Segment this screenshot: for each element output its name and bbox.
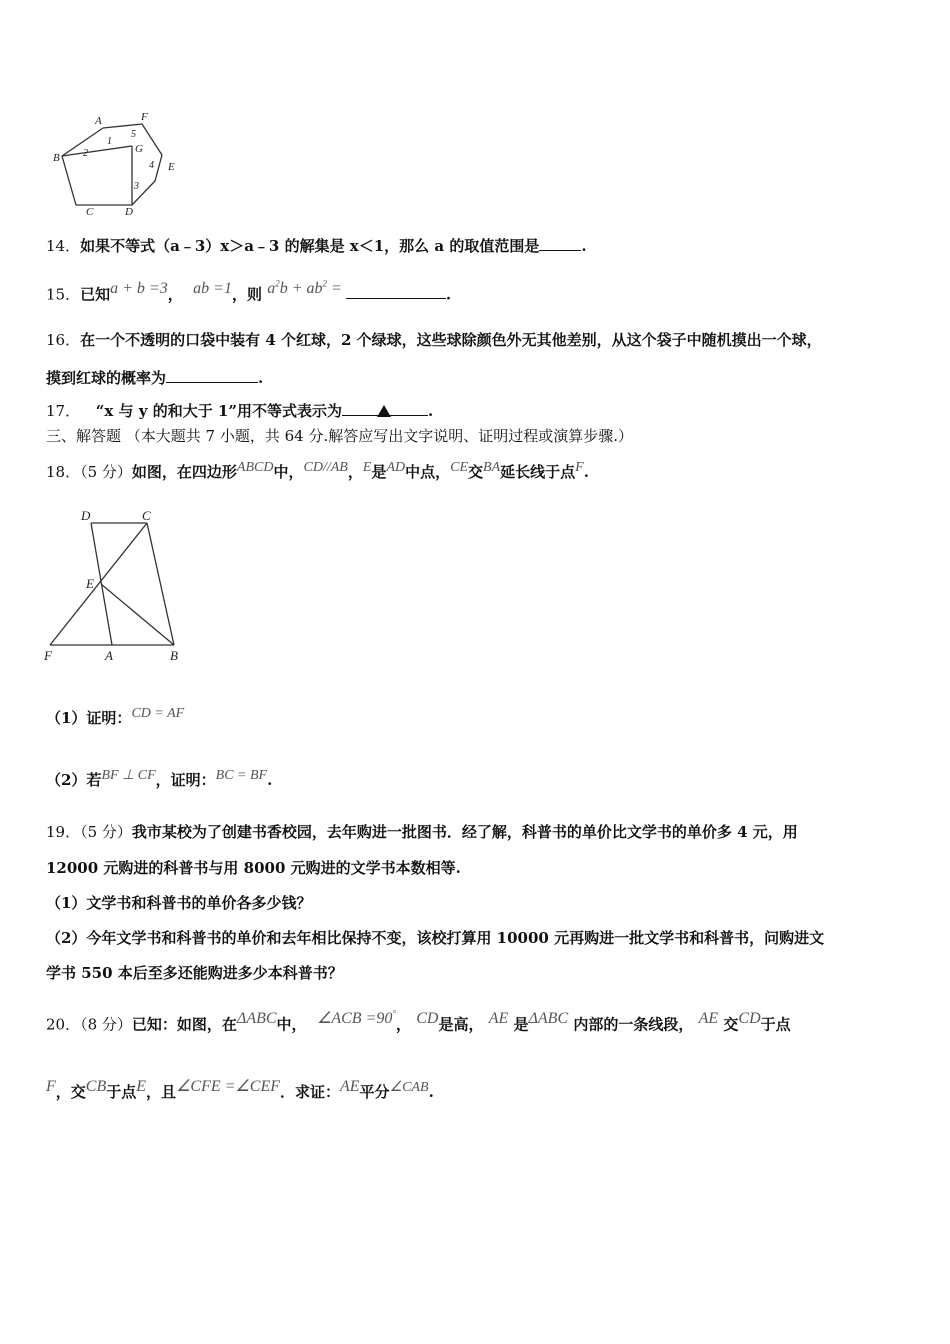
polygon-outline [62,124,162,205]
question-text: 摸到红球的概率为 [46,369,167,387]
math-expression: a + b =3 [110,280,168,298]
figure-polygon-angles [52,108,187,220]
question-19-line1 [46,822,798,842]
question-text: ，且 [146,1083,177,1101]
question-number: 16． [46,331,81,349]
question-text: 中， [276,1015,307,1034]
question-text: 是 [513,1015,529,1034]
label-A: A [95,115,102,127]
figure-trapezoid [40,505,190,665]
math-expression: ab =1 [193,280,232,298]
question-18 [46,462,589,484]
question-text: ， [395,1015,411,1034]
question-text: ，则 [231,285,262,304]
question-score: （5 分） [80,463,132,481]
period: . [445,285,452,304]
question-text: 是高， [438,1015,484,1034]
math-expression: ∠CAB [389,1080,429,1095]
period: . [428,1083,434,1101]
segment-BG [62,146,132,156]
question-16-line1 [46,330,822,350]
angle-label-1: 1 [107,136,112,147]
math-expression: CD [738,1010,761,1028]
question-19-part-2-line1 [46,928,824,948]
question-text: “x 与 y 的和大于 1”用不等式表示为 [95,402,343,420]
period: . [428,402,434,420]
question-text: （1）文学书和科普书的单价各多少钱？ [46,894,312,912]
question-15 [46,280,451,305]
period: . [258,369,264,387]
math-expression: $a^2b + ab^2$ = [267,279,346,298]
math-expression: CE [450,460,469,475]
label-C: C [142,508,151,523]
question-text: 我市某校为了创建书香校园，去年购进一批图书．经了解，科普书的单价比文学书的单价多 4 元，用 [131,823,798,841]
question-text: 如图，在四边形 [131,463,237,481]
label-A: A [105,648,113,663]
question-text: ，交 [55,1083,86,1101]
question-text: 交 [468,463,484,481]
question-text: 延长线于点 [500,463,576,481]
math-expression: ABCD [236,460,274,475]
math-expression: CB [85,1078,107,1095]
question-18-part-1 [46,708,184,730]
comma: ， [167,285,183,304]
math-expression: ∠CFE =∠CEF [176,1078,280,1095]
question-text: ．求证： [279,1083,340,1101]
question-text: 如果不等式（a﹣3）x＞a﹣3 的解集是 x＜1，那么 a 的取值范围是 [80,237,540,255]
math-expression: BA [483,460,501,475]
part-label: （1）证明： [46,709,132,727]
question-text: 中， [273,463,304,481]
math-expression: ΔABC [528,1010,569,1028]
math-expression: F [575,460,584,475]
math-expression: E [362,460,372,475]
question-score: （5 分） [80,823,132,841]
math-expression: CD [416,1010,439,1028]
math-expression: BC = BF [215,768,268,783]
label-E: E [86,576,94,591]
question-text: 于点 [106,1083,137,1101]
question-16-line2 [46,368,263,388]
math-expression: E [136,1078,147,1095]
label-G: G [135,143,143,155]
segment-CF [50,523,147,645]
question-17 [46,401,433,421]
label-B: B [53,152,60,164]
math-expression: AE [488,1010,509,1028]
label-D: D [125,206,133,218]
triangle-icon [377,405,391,417]
segment-CB [147,523,174,645]
question-text: 学书 550 本后至多还能购进多少本科普书？ [46,964,343,982]
question-text: （2）今年文学书和科普书的单价和去年相比保持不变，该校打算用 10000 元再购进一批文学书和科普书，问购进文 [46,929,825,947]
math-expression: ΔABC [236,1010,277,1028]
question-text: ， [347,463,363,481]
math-expression: AD [386,460,406,475]
question-19-line2 [46,858,461,878]
question-text: 中点， [405,463,451,481]
part-label: （2）若 [46,771,102,789]
math-expression: ∠ACB =90° [317,1009,396,1028]
question-number: 15． [46,285,81,304]
question-text: 内部的一条线段， [573,1015,694,1034]
question-number: 17． [46,402,81,420]
answer-blank[interactable] [346,284,446,299]
question-text: 是 [371,463,387,481]
angle-label-4: 4 [149,160,154,171]
angle-label-5: 5 [131,129,136,140]
question-number: 14． [46,237,81,255]
label-D: D [81,508,91,523]
question-20-line1 [46,1010,791,1035]
period: . [581,237,587,255]
answer-blank[interactable] [166,368,258,383]
question-14 [46,236,587,256]
question-19-part-2-line2 [46,963,343,983]
period: . [267,771,273,789]
question-number: 19． [46,823,81,841]
angle-label-3: 3 [134,181,139,192]
question-text: 于点 [760,1015,791,1034]
math-expression: BF ⊥ CF [101,768,156,783]
math-expression: AE [340,1078,360,1095]
question-text: 12000 元购进的科普书与用 8000 元购进的文学书本数相等. [46,859,461,877]
answer-blank[interactable] [539,236,581,251]
label-E: E [168,161,175,173]
question-text: ，证明： [155,771,216,789]
question-text: 已知：如图，在 [131,1015,237,1034]
math-expression: AE [698,1010,719,1028]
math-expression: CD = AF [131,706,185,721]
section-3-heading [46,426,633,446]
label-C: C [86,206,94,218]
question-text: 平分 [359,1083,390,1101]
math-expression: F [46,1078,56,1095]
angle-label-2: 2 [83,148,88,159]
question-20-line2 [46,1078,434,1104]
period: . [583,463,589,481]
question-text: 在一个不透明的口袋中装有 4 个红球，2 个绿球，这些球除颜色外无其他差别，从这个袋子中随机摸出一个球， [80,331,822,349]
question-text: 已知 [80,285,111,304]
label-F: F [44,648,52,663]
label-F: F [141,111,148,123]
math-expression: CD//AB [303,460,348,475]
question-number: 18． [46,463,81,481]
question-18-part-2 [46,770,272,792]
question-number: 20． [46,1015,81,1034]
question-19-part-1 [46,893,311,913]
question-text: 交 [723,1015,739,1034]
section-title: 三、解答题 （本大题共 7 小题，共 64 分.解答应写出文字说明、证明过程或演算步骤.） [46,427,634,445]
question-score: （8 分） [80,1015,132,1034]
label-B: B [170,648,178,663]
answer-blank[interactable] [342,401,428,416]
